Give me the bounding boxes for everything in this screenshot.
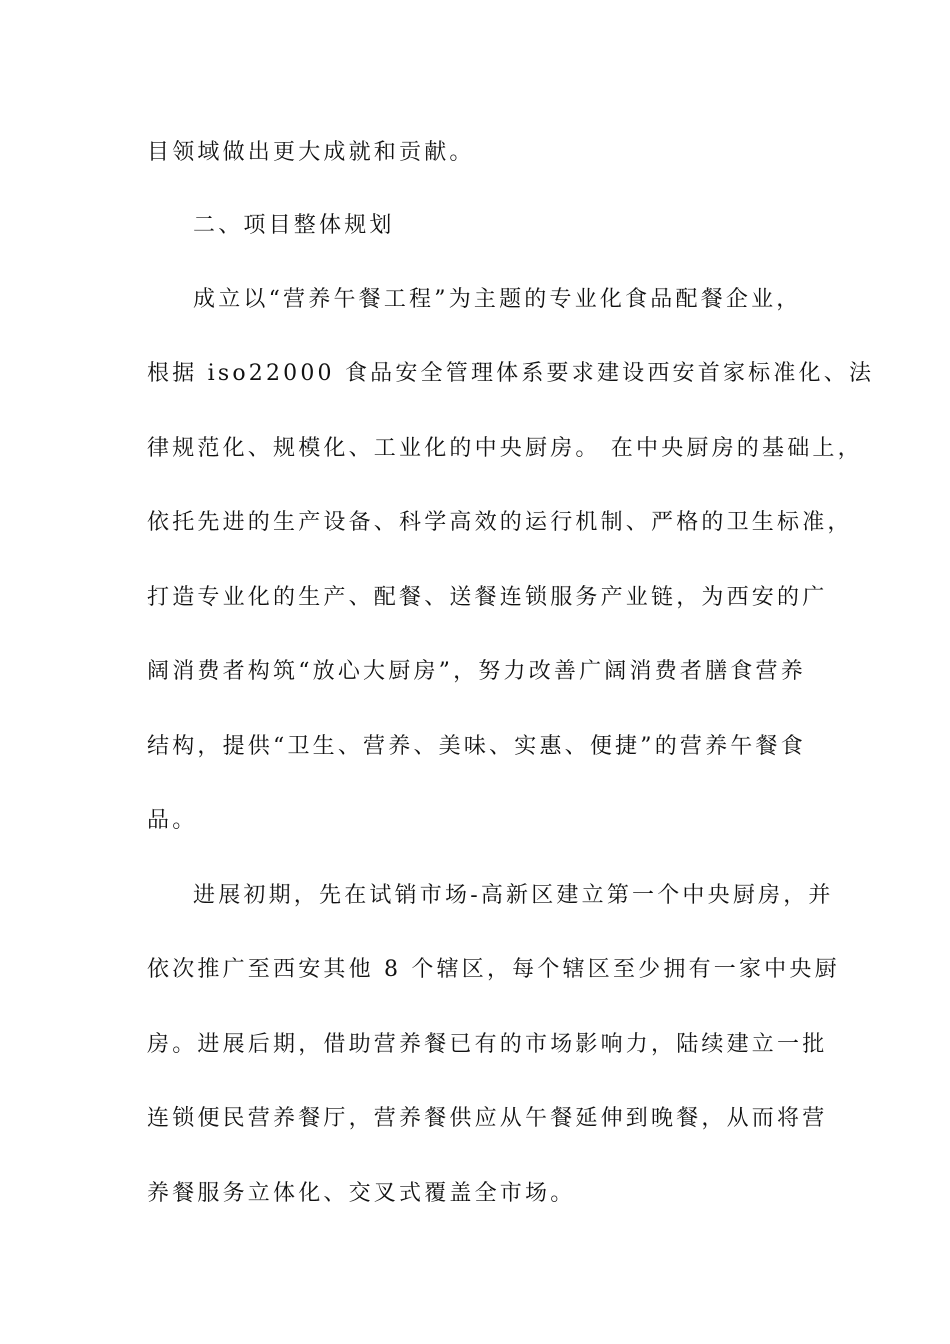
paragraph-line: 连锁便民营养餐厅，营养餐供应从午餐延伸到晚餐，从而将营 [147,1106,828,1131]
section-heading: 二、项目整体规划 [193,213,395,238]
paragraph-line: 根据 iso22000 食品安全管理体系要求建设西安首家标准化、法 [147,361,875,386]
paragraph-line: 律规范化、规模化、工业化的中央厨房。 在中央厨房的基础上， [147,436,863,461]
paragraph-line: 阔消费者构筑“放心大厨房”，努力改善广阔消费者膳食营养 [147,659,806,684]
paragraph-line: 打造专业化的生产、配餐、送餐连锁服务产业链，为西安的广 [147,585,828,610]
paragraph-line: 进展初期，先在试销市场-高新区建立第一个中央厨房，并 [193,883,834,908]
paragraph-line: 品。 [147,808,198,833]
paragraph-line: 依托先进的生产设备、科学高效的运行机制、严格的卫生标准， [147,510,853,535]
paragraph-line: 依次推广至西安其他 8 个辖区，每个辖区至少拥有一家中央厨 [147,957,840,982]
paragraph-line: 养餐服务立体化、交叉式覆盖全市场。 [147,1181,576,1206]
paragraph-line: 成立以“营养午餐工程”为主题的专业化食品配餐企业， [193,287,802,312]
paragraph-line: 目领域做出更大成就和贡献。 [147,140,475,165]
paragraph-line: 房。进展后期，借助营养餐已有的市场影响力，陆续建立一批 [147,1032,828,1057]
paragraph-line: 结构，提供“卫生、营养、美味、实惠、便捷”的营养午餐食 [147,734,806,759]
